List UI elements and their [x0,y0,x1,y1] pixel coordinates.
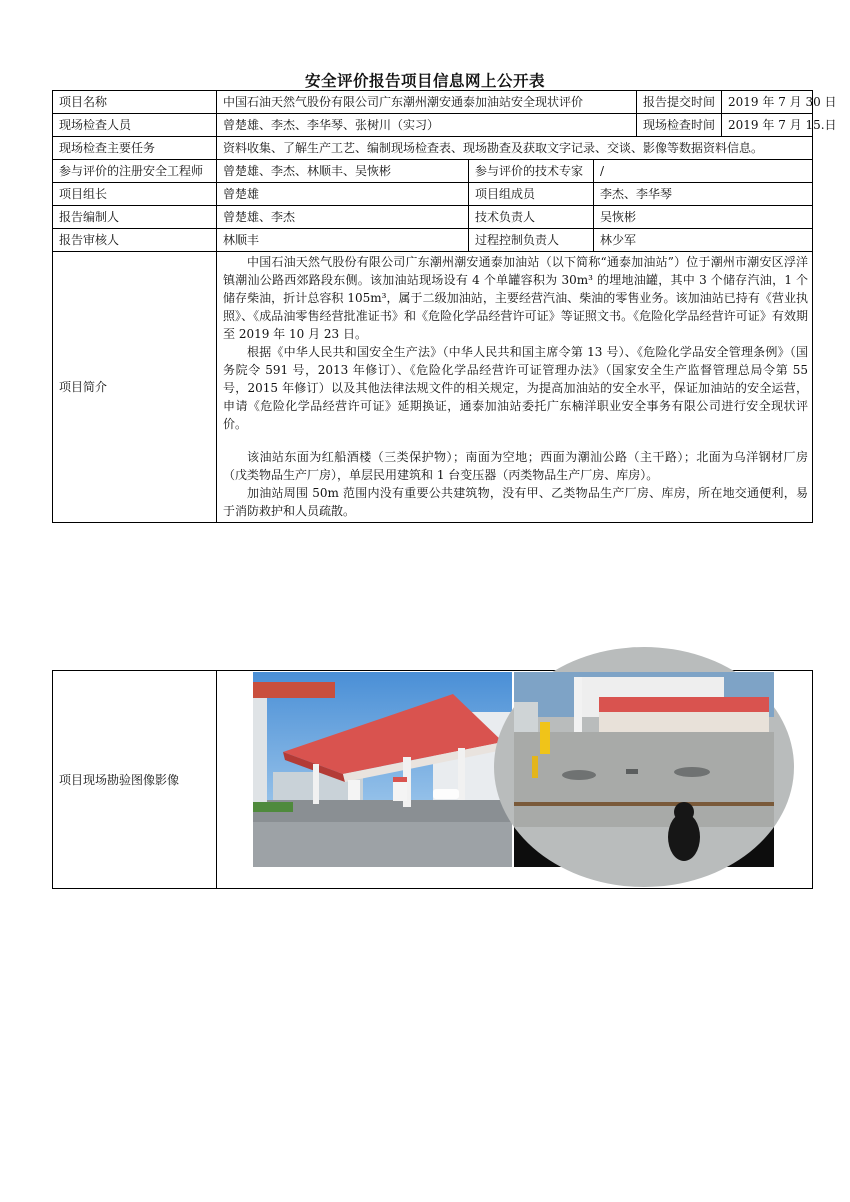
label-engineers: 参与评价的注册安全工程师 [53,160,217,183]
table-row [53,91,813,114]
value-reviewer: 林顺丰 [217,229,469,252]
label-photos: 项目现场勘验图像影像 [53,671,217,889]
value-members: 李杰、李华琴 [594,183,813,206]
label-project-name: 项目名称 [53,91,217,114]
table-row [53,114,813,137]
table-row [53,671,813,889]
value-experts: / [594,160,813,183]
value-project-name: 中国石油天然气股份有限公司广东潮州潮安通泰加油站安全现状评价 [217,91,637,114]
value-inspect-time: 2019 年 7 月 15.日 [722,114,813,137]
label-inspectors: 现场检查人员 [53,114,217,137]
table-row [53,137,813,160]
intro-paragraph-4: 加油站周围 50m 范围内没有重要公共建筑物，没有甲、乙类物品生产厂房、库房，所在地交通便利，易于消防救护和人员疏散。 [223,486,809,518]
photo-gallery [217,671,812,888]
photo-table [52,670,813,889]
label-submit-time: 报告提交时间 [637,91,722,114]
label-inspect-time: 现场检查时间 [637,114,722,137]
value-leader: 曾楚雄 [217,183,469,206]
value-tech-lead: 吴恢彬 [594,206,813,229]
value-inspectors: 曾楚雄、李杰、李华琴、张树川（实习） [217,114,637,137]
label-reviewer: 报告审核人 [53,229,217,252]
intro-paragraph-3: 该油站东面为红船酒楼（三类保护物）；南面为空地；西面为潮汕公路（主干路）；北面为乌洋钢材厂房（戊类物品生产厂房），单层民用建筑和 1 台变压器（丙类物品生产厂房、库房）。 [223,450,809,482]
table-row [53,252,813,523]
intro-cell [217,252,813,523]
table-row [53,160,813,183]
value-submit-time: 2019 年 7 月 30 日 [722,91,813,114]
page-title: 安全评价报告项目信息网上公开表 [304,71,545,90]
intro-paragraph-1: 中国石油天然气股份有限公司广东潮州潮安通泰加油站（以下简称“通泰加油站”）位于潮州市潮安区浮洋镇潮汕公路西郊路段东侧。该加油站现场设有 4 个单罐容积为 30m³ 的埋地油罐，其中 3 个储存汽油，1 个储存柴油，折计总容积 105m³，属于二级加油站，主要经营汽油、柴油的零售业务。该加油站已持有《营业执照》、《成品油零售经营批准证书》和《危险化学品经营许可证》等证照文书。《危险化学品经营许可证》有效期至 2019 年 10 月 23 日。 [223,255,809,341]
station-photo-forecourt [514,672,774,867]
value-process-lead: 林少军 [594,229,813,252]
value-author: 曾楚雄、李杰 [217,206,469,229]
label-members: 项目组成员 [469,183,594,206]
table-row [53,229,813,252]
label-leader: 项目组长 [53,183,217,206]
station-photo-canopy [253,672,512,867]
intro-paragraph-2: 根据《中华人民共和国安全生产法》（中华人民共和国主席令第 13 号）、《危险化学品安全管理条例》（国务院令 591 号，2013 年修订）、《危险化学品经营许可证管理办法》（国家安全生产监督管理总局令第 55 号，2015 年修订）以及其他法律法规文件的相关规定，为提高加油站的安全水平，保证加油站的安全运营，申请《危险化学品经营许可证》延期换证，通泰加油站委托广东楠洋职业安全事务有限公司进行安全现状评价。 [223,345,809,431]
value-tasks: 资料收集、了解生产工艺、编制现场检查表、现场勘查及获取文字记录、交谈、影像等数据资料信息。 [217,137,813,160]
label-process-lead: 过程控制负责人 [469,229,594,252]
label-intro: 项目简介 [53,252,217,523]
table-row [53,206,813,229]
label-tasks: 现场检查主要任务 [53,137,217,160]
table-row [53,183,813,206]
label-experts: 参与评价的技术专家 [469,160,594,183]
info-table [52,90,837,523]
label-tech-lead: 技术负责人 [469,206,594,229]
value-engineers: 曾楚雄、李杰、林顺丰、吴恢彬 [217,160,469,183]
label-author: 报告编制人 [53,206,217,229]
